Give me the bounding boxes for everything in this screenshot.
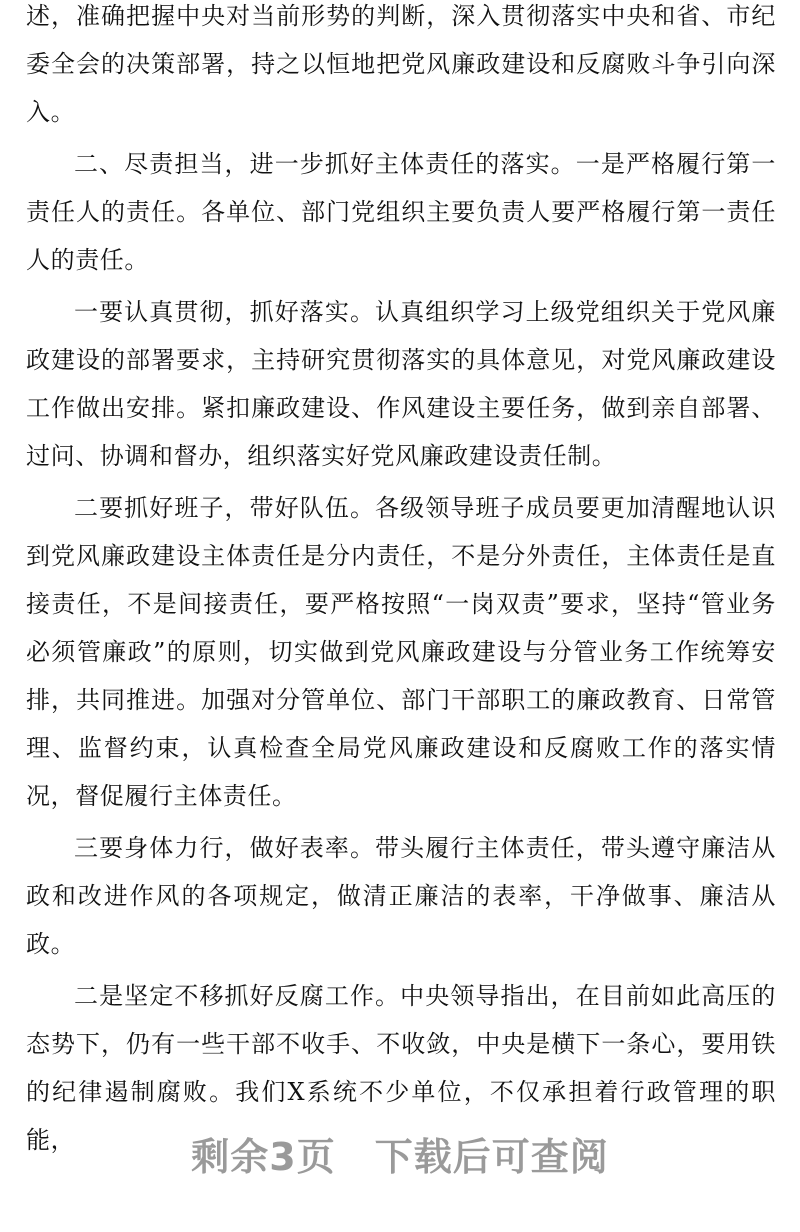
paragraph-1: 述，准确把握中央对当前形势的判断，深入贯彻落实中央和省、市纪委全会的决策部署，持之以恒地把党风廉政建设和反腐败斗争引向深入。 bbox=[26, 2, 776, 126]
paragraph-2: 二、尽责担当，进一步抓好主体责任的落实。一是严格履行第一责任人的责任。各单位、部门党组织主要负责人要严格履行第一责任人的责任。 bbox=[26, 150, 776, 274]
paragraph-6: 二是坚定不移抓好反腐工作。中央领导指出，在目前如此高压的态势下，仍有一些干部不收手、不收敛，中央是横下一条心，要用铁的纪律遏制腐败。我们X系统不少单位，不仅承担着行政管理的职能， bbox=[26, 982, 776, 1154]
paragraph-4: 二要抓好班子，带好队伍。各级领导班子成员要更加清醒地认识到党风廉政建设主体责任是分内责任，不是分外责任，主体责任是直接责任，不是间接责任，要严格按照“一岗双责”要求，坚持“管业务必须管廉政”的原则，切实做到党风廉政建设与分管业务工作统筹安排，共同推进。加强对分管单位、部门干部职工的廉政教育、日常管理、监督约束，认真检查全局党风廉政建设和反腐败工作的落实情况，督促履行主体责任。 bbox=[26, 494, 776, 810]
paragraph-5: 三要身体力行，做好表率。带头履行主体责任，带头遵守廉洁从政和改进作风的各项规定，做清正廉洁的表率，干净做事、廉洁从政。 bbox=[26, 834, 776, 958]
paragraph-3: 一要认真贯彻，抓好落实。认真组织学习上级党组织关于党风廉政建设的部署要求，主持研究贯彻落实的具体意见，对党风廉政建设工作做出安排。紧扣廉政建设、作风建设主要任务，做到亲自部署、过问、协调和督办，组织落实好党风廉政建设责任制。 bbox=[26, 298, 776, 470]
document-body bbox=[26, 0, 776, 1168]
remaining-pages-note: 剩余3页 下载后可查阅 bbox=[191, 1135, 609, 1179]
